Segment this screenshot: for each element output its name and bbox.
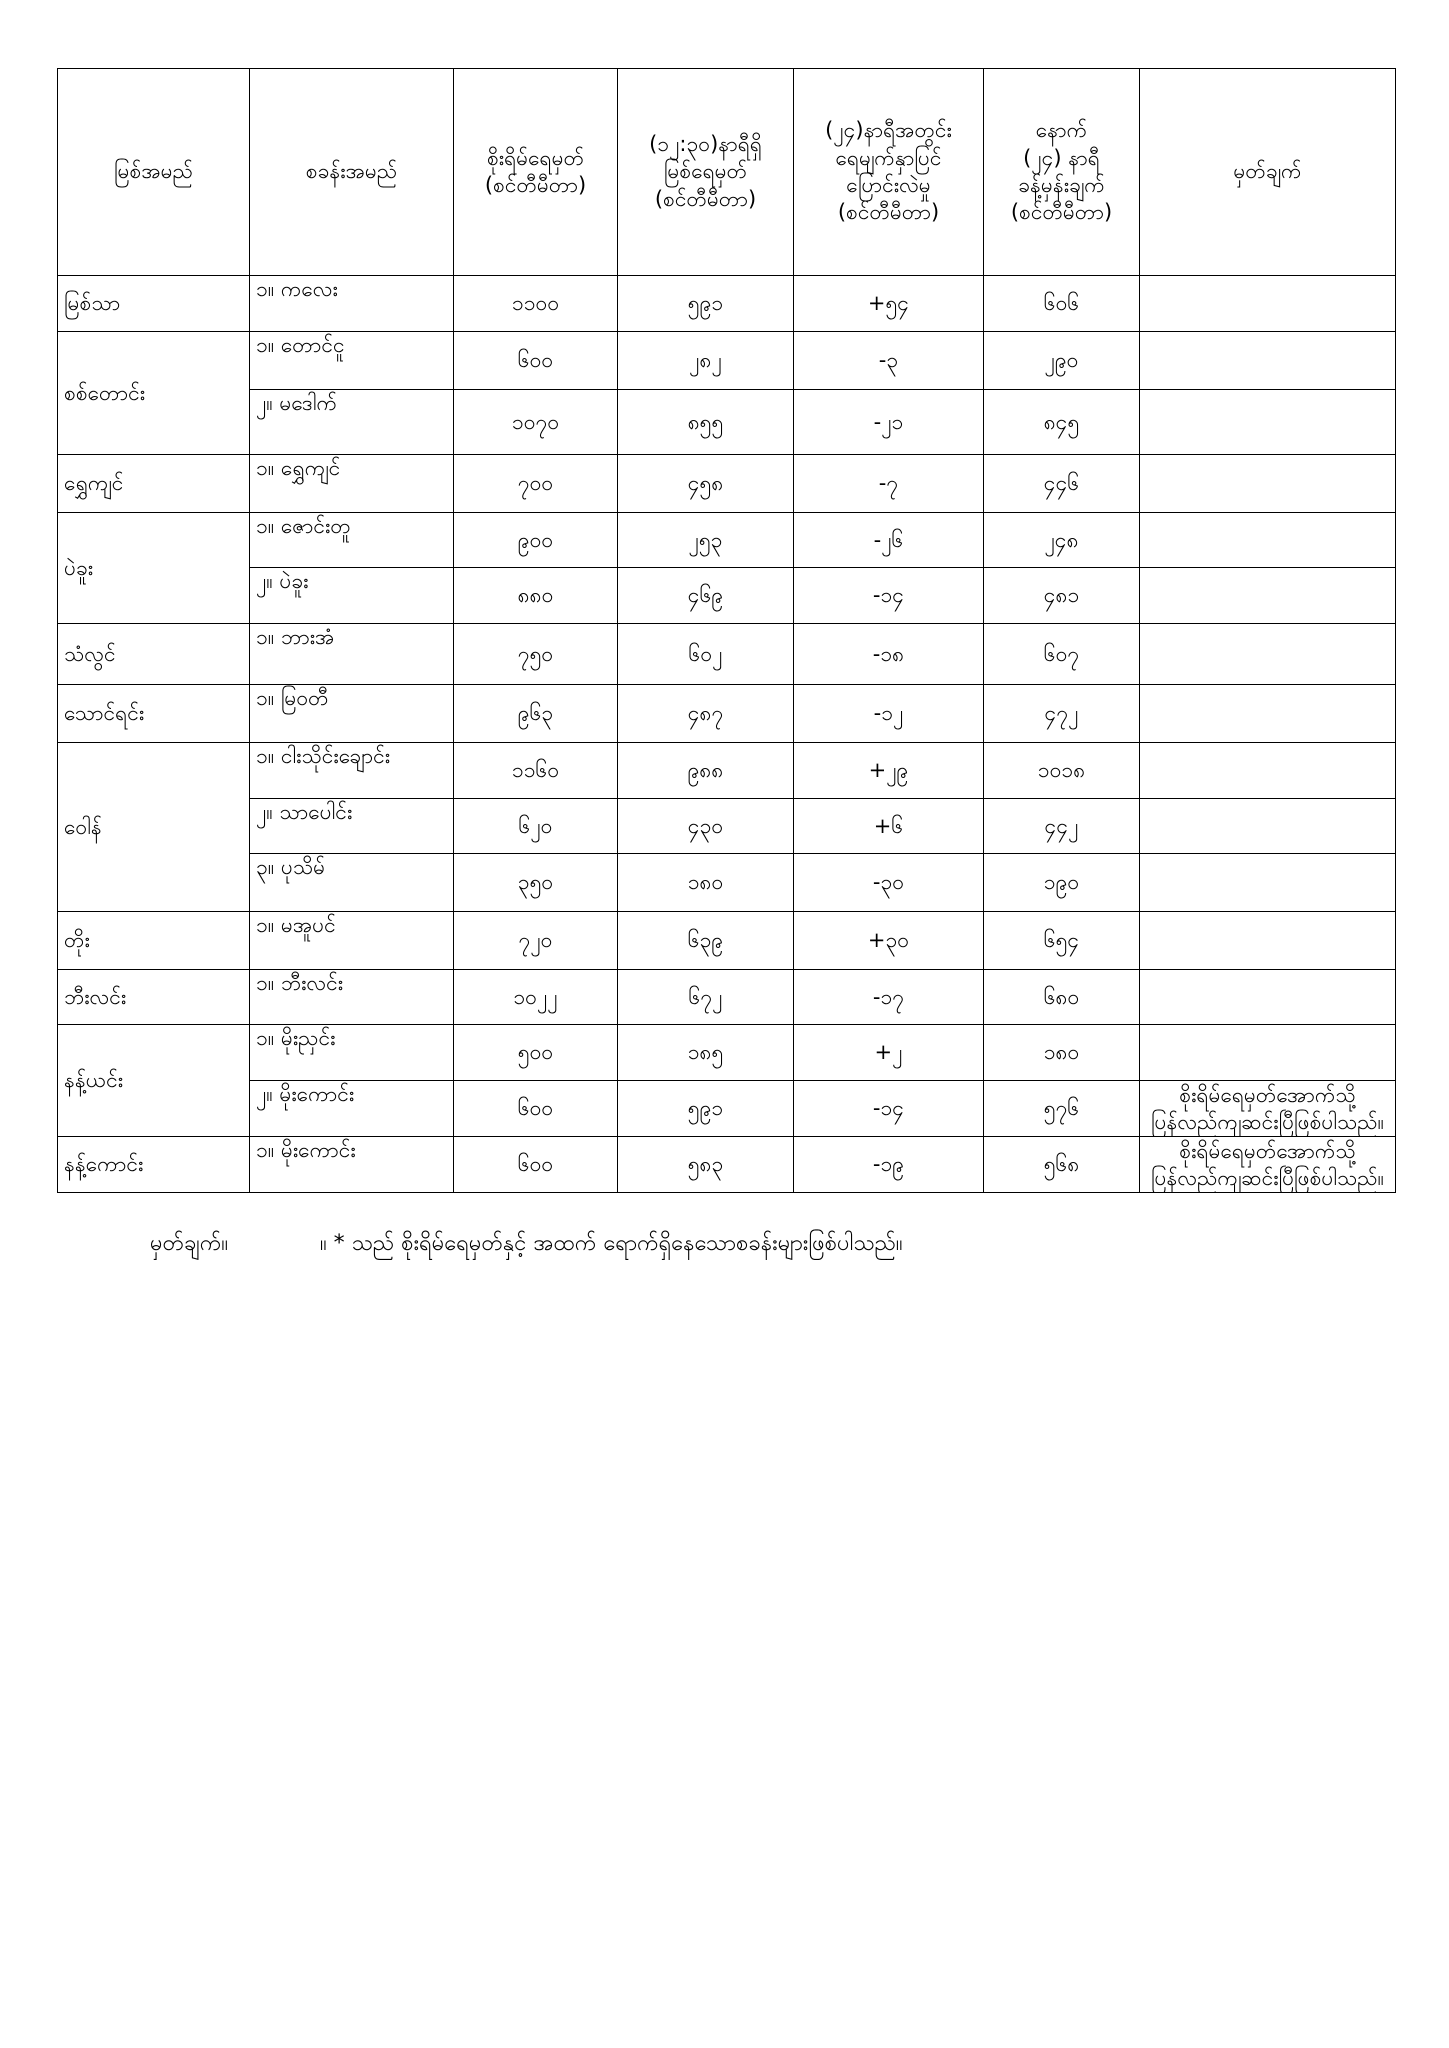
remarks-cell (1140, 970, 1396, 1025)
change-cell: -၁၄ (794, 1081, 984, 1137)
river-name-cell: ပဲခူး (58, 513, 250, 624)
current-level-cell: ၆၃၉ (618, 912, 794, 970)
header-river-label: မြစ်အမည် (114, 159, 193, 184)
table-header-row (58, 69, 1396, 276)
station-name-cell: ၁။ မိုးကောင်း (250, 1137, 454, 1193)
forecast-cell: ၆၀၇ (984, 624, 1140, 685)
forecast-cell: ၄၄၆ (984, 455, 1140, 513)
river-name-cell: နန့်ယင်း (58, 1025, 250, 1137)
remarks-cell (1140, 743, 1396, 799)
forecast-cell: ၆၀၆ (984, 276, 1140, 332)
forecast-cell: ၅၆၈ (984, 1137, 1140, 1193)
table-row (58, 685, 1396, 743)
remarks-cell (1140, 1081, 1396, 1137)
current-level-cell: ၄၅၈ (618, 455, 794, 513)
station-name-cell: ၁။ မိုးညှင်း (250, 1025, 454, 1081)
header-remarks (1140, 69, 1396, 276)
danger-level-cell: ၉၀၀ (454, 513, 618, 568)
forecast-cell: ၄၇၂ (984, 685, 1140, 743)
remark-line: စိုးရိမ်ရေမှတ်အောက်သို့ (1179, 1139, 1356, 1164)
forecast-cell: ၁၈၀ (984, 1025, 1140, 1081)
remarks-cell (1140, 276, 1396, 332)
river-name-cell: ရွှေကျင် (58, 455, 250, 513)
change-cell: -၁၉ (794, 1137, 984, 1193)
danger-level-cell: ၆၀၀ (454, 332, 618, 390)
river-name-cell: မြစ်သာ (58, 276, 250, 332)
forecast-cell: ၁၉၀ (984, 854, 1140, 912)
remarks-cell (1140, 513, 1396, 568)
table-row (58, 513, 1396, 568)
current-level-cell: ၁၈၅ (618, 1025, 794, 1081)
current-level-cell: ၅၈၃ (618, 1137, 794, 1193)
river-name-cell: ဘီးလင်း (58, 970, 250, 1025)
remarks-cell (1140, 624, 1396, 685)
remarks-cell (1140, 568, 1396, 624)
station-name-cell: ၁။ မအူပင် (250, 912, 454, 970)
remarks-cell (1140, 685, 1396, 743)
table-row (58, 568, 1396, 624)
forecast-cell: ၆၅၄ (984, 912, 1140, 970)
change-cell: -၃ (794, 332, 984, 390)
header-river (58, 69, 250, 276)
change-cell: -၃၀ (794, 854, 984, 912)
river-name-cell: တိုး (58, 912, 250, 970)
change-cell: -၁၂ (794, 685, 984, 743)
remark-line: ပြန်လည်ကျဆင်းပြီဖြစ်ပါသည်။ (1151, 1165, 1384, 1190)
river-name-cell: နန့်ကောင်း (58, 1137, 250, 1193)
river-name-cell: ဝေါန် (58, 743, 250, 912)
forecast-cell: ၂၉၀ (984, 332, 1140, 390)
change-cell: +၂၉ (794, 743, 984, 799)
change-cell: +၃၀ (794, 912, 984, 970)
danger-level-cell: ၁၁၀၀ (454, 276, 618, 332)
table-row (58, 912, 1396, 970)
current-level-cell: ၁၈၀ (618, 854, 794, 912)
change-cell: -၁၈ (794, 624, 984, 685)
change-cell: -၁၄ (794, 568, 984, 624)
current-level-cell: ၄၃၀ (618, 799, 794, 854)
station-name-cell: ၁။ ငါးသိုင်းချောင်း (250, 743, 454, 799)
change-cell: +၅၄ (794, 276, 984, 332)
header-change-24h-label: (၂၄)နာရီအတွင်း ရေမျက်နှာပြင် ပြောင်းလဲမှု (စင်တီမီတာ) (825, 118, 952, 225)
station-name-cell: ၁။ ဇောင်းတူ (250, 513, 454, 568)
remarks-cell (1140, 1137, 1396, 1193)
river-name-cell: စစ်တောင်း (58, 332, 250, 455)
table-row (58, 970, 1396, 1025)
remark-line: စိုးရိမ်ရေမှတ်အောက်သို့ (1179, 1083, 1356, 1108)
danger-level-cell: ၁၁၆၀ (454, 743, 618, 799)
header-forecast-24h-label: နောက် (၂၄) နာရီ ခန့်မှန်းချက် (စင်တီမီတာ) (1010, 118, 1113, 225)
danger-level-cell: ၆၀၀ (454, 1081, 618, 1137)
danger-level-cell: ၃၅၀ (454, 854, 618, 912)
danger-level-cell: ၉၆၃ (454, 685, 618, 743)
danger-level-cell: ၁၀၂၂ (454, 970, 618, 1025)
header-station (250, 69, 454, 276)
header-remarks-label: မှတ်ချက် (1233, 159, 1302, 184)
current-level-cell: ၆၇၂ (618, 970, 794, 1025)
table-body (58, 276, 1396, 1193)
station-name-cell: ၂။ ပဲခူး (250, 568, 454, 624)
table-row (58, 390, 1396, 455)
danger-level-cell: ၈၈၀ (454, 568, 618, 624)
table-row (58, 799, 1396, 854)
remarks-cell (1140, 799, 1396, 854)
table-row (58, 1025, 1396, 1081)
change-cell: -၁၇ (794, 970, 984, 1025)
danger-level-cell: ၆၂၀ (454, 799, 618, 854)
remarks-cell (1140, 455, 1396, 513)
header-station-label: စခန်းအမည် (305, 159, 398, 184)
header-forecast-24h (984, 69, 1140, 276)
table-row (58, 276, 1396, 332)
table-row (58, 743, 1396, 799)
remark-line: ပြန်လည်ကျဆင်းပြီဖြစ်ပါသည်။ (1151, 1109, 1384, 1134)
remarks-cell (1140, 332, 1396, 390)
station-name-cell: ၂။ မဒေါက် (250, 390, 454, 455)
forecast-cell: ၅၇၆ (984, 1081, 1140, 1137)
water-level-sheet (57, 68, 1395, 1193)
station-name-cell: ၁။ ဘားအံ (250, 624, 454, 685)
header-danger-level (454, 69, 618, 276)
station-name-cell: ၁။ မြဝတီ (250, 685, 454, 743)
danger-level-cell: ၆၀၀ (454, 1137, 618, 1193)
forecast-cell: ၄၈၁ (984, 568, 1140, 624)
river-name-cell: သံလွင် (58, 624, 250, 685)
danger-level-cell: ၇၂၀ (454, 912, 618, 970)
current-level-cell: ၅၉၁ (618, 1081, 794, 1137)
station-name-cell: ၁။ ဘီးလင်း (250, 970, 454, 1025)
footnote (150, 1228, 903, 1261)
footnote-label: မှတ်ချက်။ (150, 1231, 229, 1256)
station-name-cell: ၁။ ရွှေကျင် (250, 455, 454, 513)
current-level-cell: ၄၈၇ (618, 685, 794, 743)
station-name-cell: ၂။ မိုးကောင်း (250, 1081, 454, 1137)
danger-level-cell: ၇၅၀ (454, 624, 618, 685)
current-level-cell: ၉၈၈ (618, 743, 794, 799)
remarks-cell (1140, 912, 1396, 970)
current-level-cell: ၂၈၂ (618, 332, 794, 390)
forecast-cell: ၁၀၁၈ (984, 743, 1140, 799)
remarks-cell (1140, 390, 1396, 455)
remarks-cell (1140, 1025, 1396, 1081)
header-current-level (618, 69, 794, 276)
change-cell: -၇ (794, 455, 984, 513)
forecast-cell: ၈၄၅ (984, 390, 1140, 455)
station-name-cell: ၂။ သာပေါင်း (250, 799, 454, 854)
change-cell: -၂၆ (794, 513, 984, 568)
river-water-level-table (57, 68, 1396, 1193)
forecast-cell: ၂၄၈ (984, 513, 1140, 568)
forecast-cell: ၄၄၂ (984, 799, 1140, 854)
remarks-cell (1140, 854, 1396, 912)
river-name-cell: သောင်ရင်း (58, 685, 250, 743)
current-level-cell: ၈၅၅ (618, 390, 794, 455)
forecast-cell: ၆၈၀ (984, 970, 1140, 1025)
table-row (58, 854, 1396, 912)
station-name-cell: ၃။ ပုသိမ် (250, 854, 454, 912)
current-level-cell: ၄၆၉ (618, 568, 794, 624)
danger-level-cell: ၁၀၇၀ (454, 390, 618, 455)
table-row (58, 1137, 1396, 1193)
change-cell: +၆ (794, 799, 984, 854)
current-level-cell: ၆၀၂ (618, 624, 794, 685)
header-current-level-label: (၁၂:၃၀)နာရီရှိ မြစ်ရေမှတ် (စင်တီမီတာ) (649, 132, 762, 211)
change-cell: -၂၁ (794, 390, 984, 455)
danger-level-cell: ၅၀၀ (454, 1025, 618, 1081)
station-name-cell: ၁။ ကလေး (250, 276, 454, 332)
footnote-text: ။ * သည် စိုးရိမ်ရေမှတ်နှင့် အထက် ရောက်ရှိနေသောစခန်းများဖြစ်ပါသည်။ (320, 1231, 903, 1256)
current-level-cell: ၅၉၁ (618, 276, 794, 332)
table-row (58, 332, 1396, 390)
table-row (58, 455, 1396, 513)
current-level-cell: ၂၅၃ (618, 513, 794, 568)
danger-level-cell: ၇၀၀ (454, 455, 618, 513)
table-row (58, 624, 1396, 685)
station-name-cell: ၁။ တောင်ငူ (250, 332, 454, 390)
header-danger-level-label: စိုးရိမ်ရေမှတ် (စင်တီမီတာ) (484, 145, 587, 197)
change-cell: +၂ (794, 1025, 984, 1081)
header-change-24h (794, 69, 984, 276)
table-row (58, 1081, 1396, 1137)
